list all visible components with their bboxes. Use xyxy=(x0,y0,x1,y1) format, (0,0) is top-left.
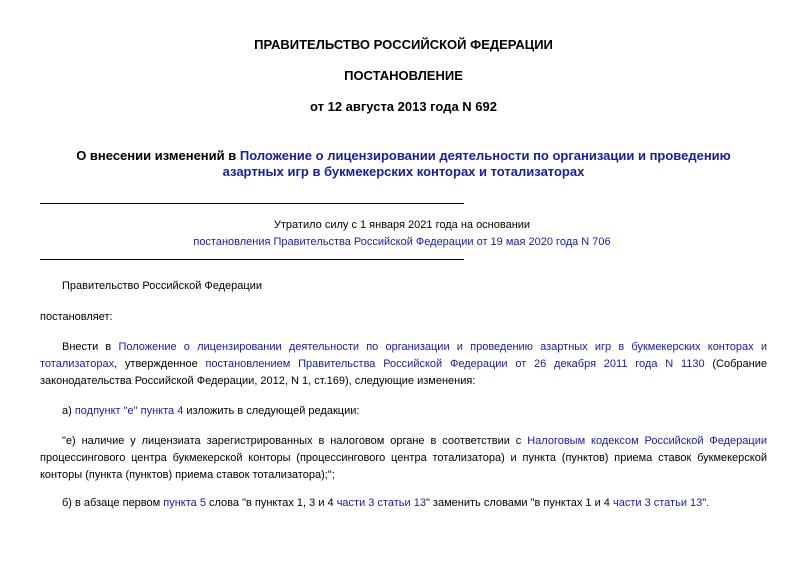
document-date-number: от 12 августа 2013 года N 692 xyxy=(310,99,497,114)
paragraph-item-b xyxy=(40,495,767,512)
paragraph-quote-e xyxy=(40,433,767,484)
paragraph-resolves: постановляет: xyxy=(40,311,113,323)
divider-bottom xyxy=(40,259,464,260)
link-part3-article13-a[interactable]: части 3 статьи 13 xyxy=(336,497,426,509)
link-tax-code[interactable]: Налоговым кодексом Российской Федерации xyxy=(527,435,767,447)
item-b-text1: б) в абзаце первом xyxy=(62,497,164,509)
item-b-text2: слова "в пунктах 1, 3 и 4 xyxy=(205,497,337,509)
document-subject xyxy=(0,148,807,180)
government-name: ПРАВИТЕЛЬСТВО РОССИЙСКОЙ ФЕДЕРАЦИИ xyxy=(254,37,553,52)
link-regulation[interactable]: Положение о лицензировании деятельности по организации и проведению азартных игр в букмекерских конторах и тотализаторах xyxy=(40,341,767,370)
item-a-text2: изложить в следующей редакции: xyxy=(183,405,360,417)
subject-prefix: О внесении изменений в xyxy=(76,148,240,163)
item-b-text3: " заменить словами "в пунктах 1 и 4 xyxy=(425,497,613,509)
paragraph-amend-text2: , утвержденное xyxy=(114,358,206,370)
subject-link-line1[interactable]: Положение о лицензировании деятельности по организации и проведению xyxy=(239,148,731,163)
paragraph-government: Правительство Российской Федерации xyxy=(62,280,262,292)
paragraph-item-a xyxy=(40,403,767,420)
divider-top xyxy=(40,203,464,204)
subject-link-line2[interactable]: азартных игр в букмекерских конторах и тотализаторах xyxy=(222,164,585,179)
document-type: ПОСТАНОВЛЕНИЕ xyxy=(344,68,463,83)
paragraph-amend-text3: (Собрание законодательства Российской Федерации, 2012, N 1, ст.169), следующие изменения: xyxy=(40,358,767,387)
status-note-link[interactable]: постановления Правительства Российской Федерации от 19 мая 2020 года N 706 xyxy=(193,236,611,248)
link-resolution-1130[interactable]: постановлением Правительства Российской Федерации от 26 декабря 2011 года N 1130 xyxy=(205,358,705,370)
link-item-5[interactable]: пункта 5 xyxy=(163,497,206,509)
quote-e-text2: процессингового центра букмекерской конторы (процессингового центра тотализатора) и пункта (пунктов) приема ставок букмекерской конторы (пункта (пунктов) приема ставок тотализатора);"; xyxy=(40,452,767,481)
item-b-text4: ". xyxy=(702,497,710,509)
paragraph-amend xyxy=(40,339,767,390)
quote-e-text1: "е) наличие у лицензиата зарегистрированных в налоговом органе в соответствии с xyxy=(62,435,528,447)
paragraph-amend-text1: Внести в xyxy=(62,341,119,353)
item-a-text1: а) xyxy=(62,405,75,417)
status-note-text: Утратило силу с 1 января 2021 года на основании xyxy=(273,219,531,231)
status-note xyxy=(180,217,624,251)
link-subitem-e[interactable]: подпункт "е" пункта 4 xyxy=(74,405,184,417)
link-part3-article13-b[interactable]: части 3 статьи 13 xyxy=(613,497,703,509)
